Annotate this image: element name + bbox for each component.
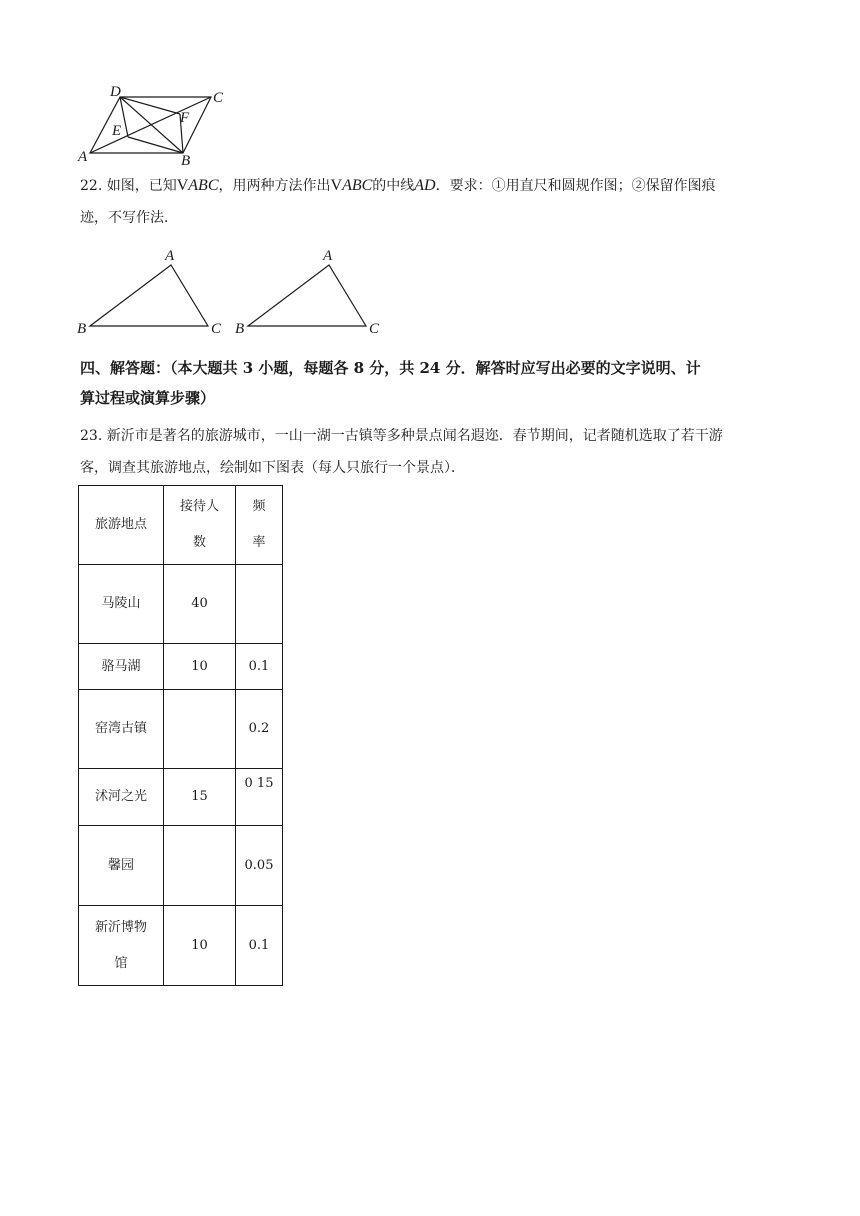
header-frequency: 频 率 [236, 486, 283, 565]
cell-frequency: 0.2 [236, 690, 283, 769]
triangles-figure [74, 244, 394, 340]
parallelogram-figure [70, 80, 240, 166]
cell-frequency: 0.1 [236, 906, 283, 986]
section-4-heading: 四、解答题：（本大题共 3 小题，每题各 8 分，共 24 分．解答时应写出必要的文字说明、计 算过程或演算步骤） [80, 359, 701, 407]
table-header-row [79, 486, 283, 565]
triangle-name: ABC [342, 177, 373, 194]
cell-frequency: 0.05 [236, 826, 283, 906]
label-c-right: C [369, 321, 380, 337]
label-f: F [180, 110, 190, 126]
question-number: 23. [80, 428, 103, 444]
cell-frequency [236, 565, 283, 644]
cell-frequency: 0 15 [236, 769, 283, 826]
cell-place: 沭河之光 [79, 769, 164, 826]
question-22 [80, 170, 792, 234]
cell-place: 新沂博物 馆 [79, 906, 164, 986]
cell-count: 15 [164, 769, 236, 826]
table-row [79, 644, 283, 690]
cell-place: 窑湾古镇 [79, 690, 164, 769]
label-b-right: B [235, 321, 245, 337]
table-row [79, 565, 283, 644]
header-place: 旅游地点 [79, 486, 164, 565]
label-c-left: C [211, 321, 222, 337]
header-count: 接待人 数 [164, 486, 236, 565]
cell-frequency: 0.1 [236, 644, 283, 690]
label-b-left: B [77, 321, 87, 337]
cell-count: 40 [164, 565, 236, 644]
triangle-left [90, 265, 208, 326]
table-row [79, 690, 283, 769]
tourism-table [78, 485, 283, 986]
label-c: C [213, 90, 224, 106]
label-a-left: A [165, 248, 175, 264]
question-23-line-2: 客，调查其旅游地点，绘制如下图表（每人只旅行一个景点）． [80, 460, 465, 476]
triangle-name: ABC [188, 177, 219, 194]
label-a-right: A [323, 248, 333, 264]
label-a: A [78, 149, 88, 165]
question-23-line-1: 23. 新沂市是著名的旅游城市，一山一湖一古镇等多种景点闻名遐迩．春节期间，记者随机选取了若干游 [80, 428, 723, 444]
cell-count: 10 [164, 906, 236, 986]
cell-place: 骆马湖 [79, 644, 164, 690]
question-22-line-2: 迹，不写作法． [80, 210, 178, 226]
triangle-right [248, 265, 366, 326]
cell-count: 10 [164, 644, 236, 690]
question-23 [80, 420, 792, 484]
cell-place: 马陵山 [79, 565, 164, 644]
cell-count [164, 690, 236, 769]
table-row [79, 769, 283, 826]
label-e: E [112, 123, 122, 139]
question-number: 22. [80, 178, 103, 194]
cell-count [164, 826, 236, 906]
question-22-line-1: 22. 如图，已知VABC，用两种方法作出VABC的中线AD．要求：①用直尺和圆规作图；②保留作图痕 [80, 177, 716, 194]
table-row [79, 906, 283, 986]
table-row [79, 826, 283, 906]
cell-place: 馨园 [79, 826, 164, 906]
label-d: D [110, 84, 121, 100]
median-name: AD [414, 177, 436, 194]
label-b: B [181, 153, 191, 166]
